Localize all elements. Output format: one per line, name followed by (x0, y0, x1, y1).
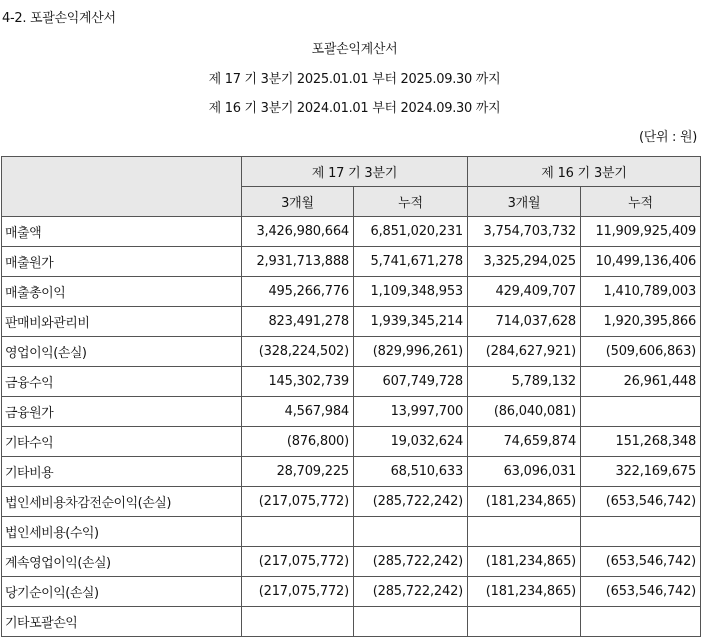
table-row (2, 307, 701, 337)
cell-prior-cumulative: (653,546,742) (581, 487, 701, 517)
cell-prior-cumulative (581, 607, 701, 637)
cell-current-cumulative: (285,722,242) (354, 577, 468, 607)
table-row (2, 517, 701, 547)
table-row (2, 397, 701, 427)
header-account-cell (2, 157, 242, 217)
cell-current-cumulative: 1,939,345,214 (354, 307, 468, 337)
cell-prior-three-months: 63,096,031 (468, 457, 581, 487)
cell-prior-cumulative: 151,268,348 (581, 427, 701, 457)
section-title: 4-2. 포괄손익계산서 (2, 11, 116, 26)
row-label: 계속영업이익(손실) (2, 547, 242, 577)
cell-current-three-months: 28,709,225 (242, 457, 354, 487)
row-label: 법인세비용(수익) (2, 517, 242, 547)
table-row (2, 247, 701, 277)
cell-prior-cumulative: (509,606,863) (581, 337, 701, 367)
cell-current-cumulative: 5,741,671,278 (354, 247, 468, 277)
row-label: 판매비와관리비 (2, 307, 242, 337)
cell-current-three-months: 3,426,980,664 (242, 217, 354, 247)
table-body (2, 217, 701, 637)
cell-current-three-months: (328,224,502) (242, 337, 354, 367)
cell-current-three-months (242, 607, 354, 637)
cell-current-cumulative: 13,997,700 (354, 397, 468, 427)
cell-prior-cumulative: (653,546,742) (581, 547, 701, 577)
cell-prior-three-months: 74,659,874 (468, 427, 581, 457)
cell-prior-three-months: (86,040,081) (468, 397, 581, 427)
table-row (2, 367, 701, 397)
cell-prior-three-months (468, 517, 581, 547)
cell-current-three-months: 495,266,776 (242, 277, 354, 307)
period-prior: 제 16 기 3분기 2024.01.01 부터 2024.09.30 까지 (208, 101, 501, 116)
table-row (2, 217, 701, 247)
doc-title: 포괄손익계산서 (311, 42, 398, 57)
cell-current-three-months: 823,491,278 (242, 307, 354, 337)
cell-prior-cumulative: 1,920,395,866 (581, 307, 701, 337)
cell-prior-cumulative (581, 397, 701, 427)
cell-prior-three-months: 3,754,703,732 (468, 217, 581, 247)
cell-current-cumulative: (829,996,261) (354, 337, 468, 367)
row-label: 매출액 (2, 217, 242, 247)
cell-prior-cumulative: 26,961,448 (581, 367, 701, 397)
cell-current-cumulative: 19,032,624 (354, 427, 468, 457)
cell-prior-cumulative: 10,499,136,406 (581, 247, 701, 277)
row-label: 법인세비용차감전순이익(손실) (2, 487, 242, 517)
table-row (2, 457, 701, 487)
table-row (2, 487, 701, 517)
table-row (2, 277, 701, 307)
header-current-three-months: 3개월 (242, 187, 354, 217)
cell-current-cumulative: 607,749,728 (354, 367, 468, 397)
cell-prior-cumulative (581, 517, 701, 547)
header-prior-cumulative: 누적 (581, 187, 701, 217)
table-row (2, 547, 701, 577)
cell-prior-cumulative: 11,909,925,409 (581, 217, 701, 247)
cell-prior-cumulative: 322,169,675 (581, 457, 701, 487)
row-label: 당기순이익(손실) (2, 577, 242, 607)
cell-current-cumulative: (285,722,242) (354, 547, 468, 577)
table-row (2, 337, 701, 367)
income-statement-table (1, 156, 701, 637)
cell-current-three-months: 2,931,713,888 (242, 247, 354, 277)
row-label: 매출총이익 (2, 277, 242, 307)
cell-current-three-months: 4,567,984 (242, 397, 354, 427)
table-row (2, 427, 701, 457)
header-current-cumulative: 누적 (354, 187, 468, 217)
row-label: 영업이익(손실) (2, 337, 242, 367)
period-current: 제 17 기 3분기 2025.01.01 부터 2025.09.30 까지 (208, 72, 501, 87)
cell-current-three-months: (217,075,772) (242, 547, 354, 577)
row-label: 매출원가 (2, 247, 242, 277)
cell-current-cumulative: 6,851,020,231 (354, 217, 468, 247)
cell-current-cumulative (354, 607, 468, 637)
cell-current-cumulative: (285,722,242) (354, 487, 468, 517)
cell-prior-three-months: (181,234,865) (468, 547, 581, 577)
cell-prior-three-months: 5,789,132 (468, 367, 581, 397)
cell-current-three-months: 145,302,739 (242, 367, 354, 397)
cell-prior-three-months: 3,325,294,025 (468, 247, 581, 277)
cell-current-cumulative: 1,109,348,953 (354, 277, 468, 307)
row-label: 기타포괄손익 (2, 607, 242, 637)
row-label: 기타비용 (2, 457, 242, 487)
cell-prior-three-months: (181,234,865) (468, 487, 581, 517)
header-prior-period: 제 16 기 3분기 (468, 157, 701, 187)
cell-prior-three-months: (284,627,921) (468, 337, 581, 367)
cell-current-three-months: (217,075,772) (242, 577, 354, 607)
row-label: 기타수익 (2, 427, 242, 457)
cell-current-cumulative (354, 517, 468, 547)
table-row (2, 577, 701, 607)
table-row (2, 607, 701, 637)
cell-prior-three-months: 714,037,628 (468, 307, 581, 337)
cell-current-three-months (242, 517, 354, 547)
cell-prior-three-months: (181,234,865) (468, 577, 581, 607)
table-header (2, 157, 701, 217)
row-label: 금융수익 (2, 367, 242, 397)
cell-prior-cumulative: 1,410,789,003 (581, 277, 701, 307)
unit-label: (단위 : 원) (638, 130, 697, 145)
cell-prior-three-months: 429,409,707 (468, 277, 581, 307)
header-prior-three-months: 3개월 (468, 187, 581, 217)
row-label: 금융원가 (2, 397, 242, 427)
cell-current-cumulative: 68,510,633 (354, 457, 468, 487)
cell-prior-three-months (468, 607, 581, 637)
header-current-period: 제 17 기 3분기 (242, 157, 468, 187)
cell-current-three-months: (217,075,772) (242, 487, 354, 517)
cell-current-three-months: (876,800) (242, 427, 354, 457)
cell-prior-cumulative: (653,546,742) (581, 577, 701, 607)
header-row-periods (2, 157, 701, 187)
